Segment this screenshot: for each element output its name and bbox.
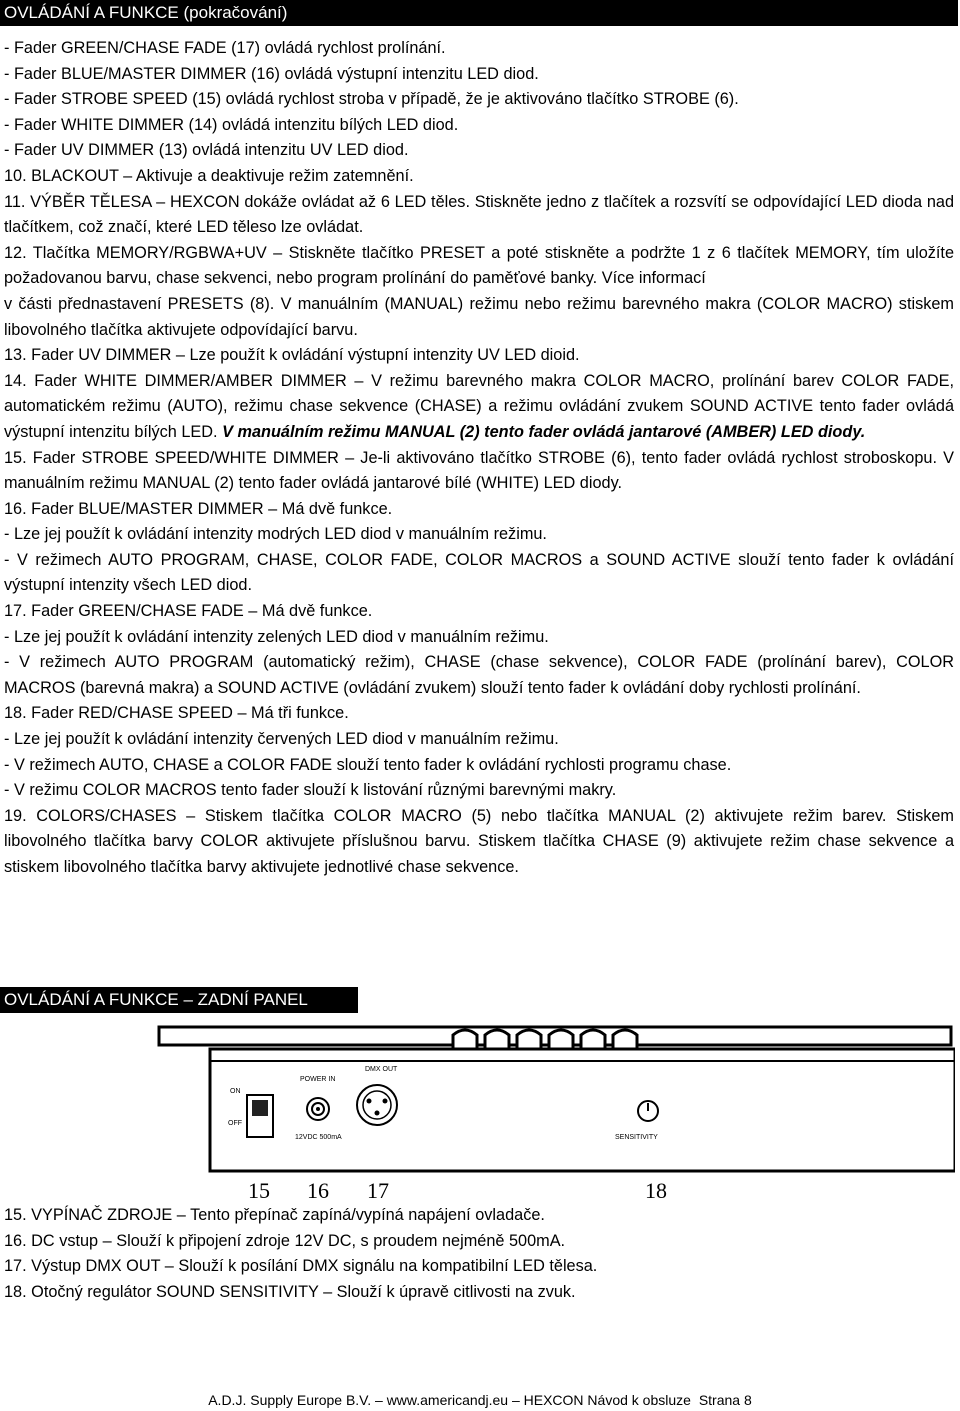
paragraph: - Lze jej použít k ovládání intenzity zelených LED diod v manuálním režimu.	[4, 627, 549, 646]
emphasis-text: V manuálním režimu MANUAL (2) tento fader ovládá jantarové (AMBER) LED diody.	[222, 422, 866, 441]
callout-15: 15	[248, 1178, 270, 1203]
paragraph: 11. VÝBĚR TĚLESA – HEXCON dokáže ovládat až 6 LED těles. Stiskněte jedno z tlačítek a rozsvítí se odpovídající LED dioda nad tlačítkem, což značí, které LED těleso lze ovládat.	[4, 192, 954, 237]
footer-text: A.D.J. Supply Europe B.V. – www.americandj.eu – HEXCON Návod k obsluze	[208, 1392, 691, 1408]
paragraph: - Fader BLUE/MASTER DIMMER (16) ovládá výstupní intenzitu LED diod.	[4, 64, 539, 83]
paragraph: 13. Fader UV DIMMER – Lze použít k ovládání výstupní intenzity UV LED dioid.	[4, 346, 580, 365]
dmx-connector-icon	[357, 1085, 397, 1125]
paragraph: - V režimech AUTO PROGRAM, CHASE, COLOR FADE, COLOR MACROS a SOUND ACTIVE slouží tento fader k ovládání výstupní intenzity všech LED diod.	[4, 550, 954, 595]
paragraph: 16. DC vstup – Slouží k připojení zdroje 12V DC, s proudem nejméně 500mA.	[4, 1231, 566, 1250]
section-header: OVLÁDÁNÍ A FUNKCE – ZADNÍ PANEL	[0, 987, 358, 1013]
paragraph: - Fader STROBE SPEED (15) ovládá rychlost stroba v případě, že je aktivováno tlačítko STROBE (6).	[4, 90, 739, 109]
callout-17: 17	[367, 1178, 389, 1203]
paragraph	[4, 369, 954, 446]
paragraph: - Lze jej použít k ovládání intenzity modrých LED diod v manuálním režimu.	[4, 525, 547, 544]
section-header: OVLÁDÁNÍ A FUNKCE (pokračování)	[0, 0, 958, 26]
paragraph: v části přednastavení PRESETS (8). V manuálním (MANUAL) režimu nebo režimu barevného makra (COLOR MACRO) stiskem libovolného tlačítka aktivujete odpovídající barvu.	[4, 294, 954, 339]
paragraph: - Lze jej použít k ovládání intenzity červených LED diod v manuálním režimu.	[4, 730, 559, 749]
label-power-in: POWER IN	[300, 1076, 336, 1083]
paragraph: - Fader WHITE DIMMER (14) ovládá intenzitu bílých LED diod.	[4, 115, 459, 134]
paragraph: 18. Fader RED/CHASE SPEED – Má tři funkce.	[4, 704, 349, 723]
label-power-spec: 12VDC 500mA	[295, 1134, 342, 1141]
controls-text-block	[4, 36, 954, 881]
paragraph: 17. Fader GREEN/CHASE FADE – Má dvě funkce.	[4, 602, 373, 621]
paragraph-text: 14. Fader WHITE DIMMER/AMBER DIMMER – V režimu barevného makra COLOR MACRO, prolínání barev COLOR FADE, automatickém režimu (AUTO), režimu chase sekvence (CHASE) a režimu ovládání zvukem SOUND ACTIVE tento fader ovládá výstupní intenzitu bílých LED.	[4, 371, 954, 441]
label-on: ON	[230, 1088, 241, 1095]
sensitivity-knob-icon	[638, 1101, 658, 1121]
page-number: Strana 8	[698, 1392, 752, 1408]
callout-18: 18	[645, 1178, 667, 1203]
paragraph: - V režimech AUTO, CHASE a COLOR FADE slouží tento fader k ovládání rychlosti programu chase.	[4, 755, 732, 774]
power-switch-icon	[247, 1095, 273, 1137]
paragraph: 15. Fader STROBE SPEED/WHITE DIMMER – Je-li aktivováno tlačítko STROBE (6), tento fader ovládá rychlost stroboskopu. V manuálním režimu MANUAL (2) tento fader ovládá jantarové bílé (WHITE) LED diody.	[4, 448, 954, 493]
dc-jack-icon	[307, 1098, 329, 1120]
label-dmx-out: DMX OUT	[365, 1066, 398, 1073]
paragraph: 12. Tlačítka MEMORY/RGBWA+UV – Stiskněte tlačítko PRESET a poté stiskněte a podržte 1 z 6 tlačítek MEMORY, tím uložíte požadovanou barvu, chase sekvenci, nebo program prolínání do paměťové banky. Více informací	[4, 243, 954, 288]
paragraph: - Fader GREEN/CHASE FADE (17) ovládá rychlost prolínání.	[4, 39, 446, 57]
page-footer	[0, 1392, 960, 1408]
paragraph: - Fader UV DIMMER (13) ovládá intenzitu UV LED diod.	[4, 141, 409, 160]
paragraph: 19. COLORS/CHASES – Stiskem tlačítka COLOR MACRO (5) nebo tlačítka MANUAL (2) aktivujete režim barev. Stiskem libovolného tlačítka barvy COLOR aktivujete příslušnou barvu. Stiskem tlačítka CHASE (9) aktivujete režim chase sekvence a stiskem libovolného tlačítka barvy aktivujete jednotlivé chase sekvence.	[4, 806, 954, 876]
callout-16: 16	[307, 1178, 329, 1203]
paragraph: - V režimech AUTO PROGRAM (automatický režim), CHASE (chase sekvence), COLOR FADE (prolínání barev), COLOR MACROS (barevná makra) a SOUND ACTIVE (ovládání zvukem) slouží tento fader k ovládání doby rychlosti prolínání.	[4, 653, 954, 697]
paragraph: 16. Fader BLUE/MASTER DIMMER – Má dvě funkce.	[4, 499, 393, 518]
rear-panel-illustration	[155, 1025, 955, 1175]
label-sensitivity: SENSITIVITY	[615, 1134, 658, 1141]
rear-panel-text-block	[4, 1203, 954, 1305]
label-off: OFF	[228, 1120, 242, 1127]
paragraph: 17. Výstup DMX OUT – Slouží k posílání DMX signálu na kompatibilní LED tělesa.	[4, 1257, 598, 1276]
paragraph: 18. Otočný regulátor SOUND SENSITIVITY – Slouží k úpravě citlivosti na zvuk.	[4, 1282, 576, 1301]
paragraph: - V režimu COLOR MACROS tento fader slouží k listování různými barevnými makry.	[4, 781, 617, 800]
paragraph: 15. VYPÍNAČ ZDROJE – Tento přepínač zapíná/vypíná napájení ovladače.	[4, 1206, 545, 1224]
paragraph: 10. BLACKOUT – Aktivuje a deaktivuje režim zatemnění.	[4, 166, 414, 185]
